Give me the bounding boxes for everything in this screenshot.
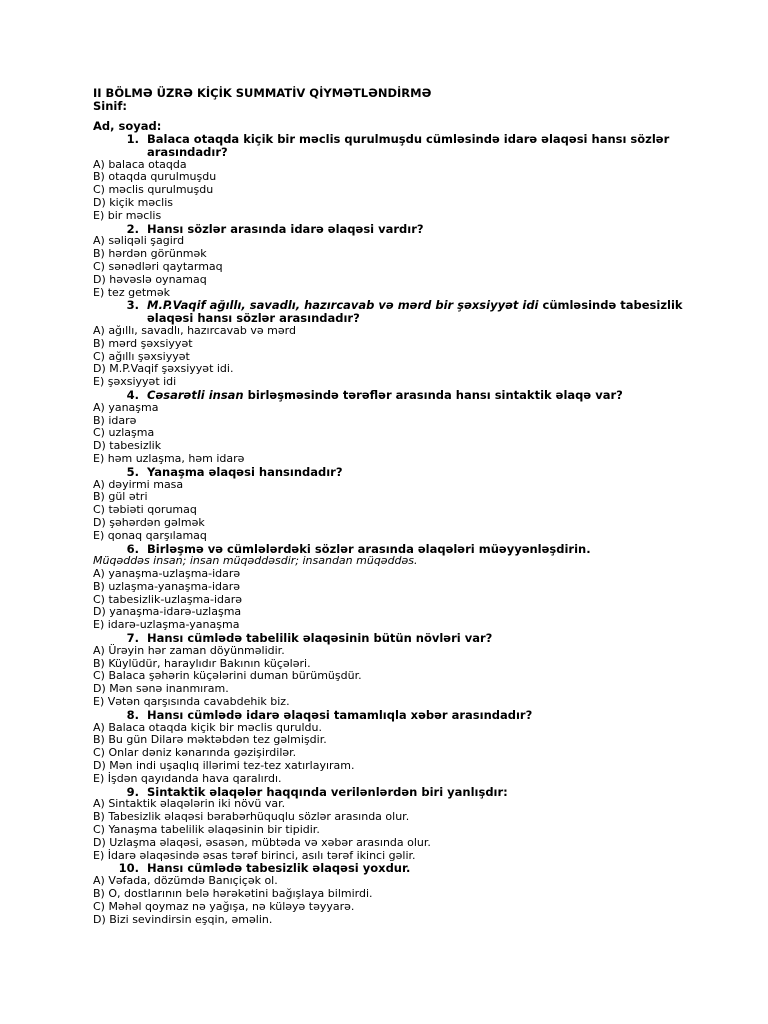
spacer bbox=[93, 113, 693, 120]
question-number: 6. bbox=[126, 541, 139, 556]
question bbox=[93, 133, 693, 159]
answer-option: C) təbiəti qorumaq bbox=[93, 503, 197, 517]
answer-option: A) Ürəyin hər zaman döyünməlidir. bbox=[93, 643, 285, 657]
answer-option: C) tabesizlik-uzlaşma-idarə bbox=[93, 592, 243, 606]
answer-option: E) İdarə əlaqəsində əsas tərəf birinci, asılı tərəf ikinci gəlir. bbox=[93, 848, 416, 862]
answer-option: B) Tabesizlik əlaqəsi bərabərhüquqlu sözlər arasında olur. bbox=[93, 810, 410, 824]
answer-option: C) Balaca şəhərin küçələrini duman bürümüşdür. bbox=[93, 669, 362, 683]
answer-option: D) Uzlaşma əlaqəsi, əsasən, mübtəda və xəbər arasında olur. bbox=[93, 835, 431, 849]
question bbox=[93, 466, 693, 479]
question-body: Hansı sözlər arasında idarə əlaqəsi vardır? bbox=[147, 221, 424, 236]
question-text bbox=[147, 389, 687, 402]
name-label: Ad, soyad: bbox=[93, 119, 162, 133]
question-number: 2. bbox=[126, 221, 139, 236]
answer-option: E) tez getmək bbox=[93, 285, 171, 299]
answer-option: A) yanaşma-uzlaşma-idarə bbox=[93, 567, 241, 581]
question-example: Müqəddəs insan; insan müqəddəsdir; insandan müqəddəs. bbox=[93, 554, 418, 568]
document-page bbox=[93, 87, 693, 926]
answer-option: D) kiçik məclis bbox=[93, 195, 174, 209]
answer-option: C) Məhəl qoymaz nə yağışa, nə küləyə təyyarə. bbox=[93, 899, 355, 913]
answer-option: A) dəyirmi masa bbox=[93, 477, 184, 491]
answer-option: E) Vətən qarşısında cavabdehik biz. bbox=[93, 695, 290, 709]
question-text bbox=[147, 466, 687, 479]
answer-option: B) Küylüdür, haraylıdır Bakının küçələri. bbox=[93, 656, 311, 670]
question-number: 8. bbox=[126, 707, 139, 722]
answer-option: C) məclis qurulmuşdu bbox=[93, 183, 214, 197]
answer-option: A) Vəfada, dözümdə Banıçiçək ol. bbox=[93, 874, 278, 888]
answer-option: C) Yanaşma tabelilik əlaqəsinin bir tipidir. bbox=[93, 823, 320, 837]
answer-option: B) idarə bbox=[93, 413, 137, 427]
answer-option: A) ağıllı, savadlı, hazırcavab və mərd bbox=[93, 323, 296, 337]
question-number: 10. bbox=[118, 861, 139, 876]
answer-option: D) Bizi sevindirsin eşqin, əməlin. bbox=[93, 912, 273, 926]
answer-option: A) Balaca otaqda kiçik bir məclis quruldu. bbox=[93, 720, 322, 734]
question-number: 1. bbox=[126, 132, 139, 146]
question bbox=[93, 389, 693, 402]
question-body: Hansı cümlədə idarə əlaqəsi tamamlıqla xəbər arasındadır? bbox=[147, 707, 533, 722]
answer-option: A) balaca otaqda bbox=[93, 157, 187, 171]
answer-option: D) Mən sənə inanmıram. bbox=[93, 682, 229, 696]
question-body: Yanaşma əlaqəsi hansındadır? bbox=[147, 464, 343, 479]
answer-option: A) Sintaktik əlaqələrin iki növü var. bbox=[93, 797, 286, 811]
answer-option: D) şəhərdən gəlmək bbox=[93, 515, 205, 529]
question-list bbox=[93, 133, 693, 926]
document-title: II BÖLMƏ ÜZRƏ KİÇİK SUMMATİV QİYMƏTLƏNDİRMƏ bbox=[93, 86, 432, 100]
answer-option: B) mərd şəxsiyyət bbox=[93, 336, 193, 350]
answer-option: B) gül ətri bbox=[93, 490, 148, 504]
class-label: Sinif: bbox=[93, 99, 127, 113]
answer-option: C) uzlaşma bbox=[93, 426, 155, 440]
answer-option: B) hərdən görünmək bbox=[93, 247, 207, 261]
answer-option: D) tabesizlik bbox=[93, 439, 162, 453]
answer-option: B) otaqda qurulmuşdu bbox=[93, 170, 217, 184]
question-number: 5. bbox=[126, 464, 139, 479]
question-body: Balaca otaqda kiçik bir məclis qurulmuşdu cümləsində idarə əlaqəsi hansı sözlər arasındadır? bbox=[147, 132, 670, 159]
question-body: Sintaktik əlaqələr haqqında verilənlərdən biri yanlışdır: bbox=[147, 784, 508, 799]
answer-option: D) M.P.Vaqif şəxsiyyət idi. bbox=[93, 362, 234, 376]
question-number: 4. bbox=[126, 387, 139, 402]
question-text bbox=[147, 632, 687, 645]
answer-option: E) həm uzlaşma, həm idarə bbox=[93, 451, 245, 465]
answer-option: E) şəxsiyyət idi bbox=[93, 375, 177, 389]
answer-option: B) Bu gün Dilarə məktəbdən tez gəlmişdir. bbox=[93, 733, 327, 747]
question-italic-phrase: M.P.Vaqif ağıllı, savadlı, hazırcavab və mərd bir şəxsiyyət idi bbox=[147, 298, 539, 313]
answer-option: C) Onlar dəniz kənarında gəzişirdilər. bbox=[93, 746, 297, 760]
answer-option: C) ağıllı şəxsiyyət bbox=[93, 349, 190, 363]
question-body: cümləsində tabesizlik əlaqəsi hansı sözlər arasındadır? bbox=[147, 298, 683, 326]
question-number: 7. bbox=[126, 631, 139, 646]
answer-option: A) yanaşma bbox=[93, 400, 159, 414]
answer-option: E) qonaq qarşılamaq bbox=[93, 528, 207, 542]
question-text bbox=[147, 299, 687, 325]
answer-option: A) səliqəli şagird bbox=[93, 234, 185, 248]
answer-option: B) uzlaşma-yanaşma-idarə bbox=[93, 579, 241, 593]
question-text bbox=[147, 223, 687, 236]
question-body: Hansı cümlədə tabesizlik əlaqəsi yoxdur. bbox=[147, 861, 411, 876]
question-text bbox=[147, 709, 687, 722]
question bbox=[93, 632, 693, 645]
question bbox=[93, 709, 693, 722]
question-number: 3. bbox=[126, 298, 139, 313]
question-text bbox=[147, 133, 687, 159]
answer-option: D) Mən indi uşaqlıq illərimi tez-tez xatırlayıram. bbox=[93, 759, 355, 773]
answer-option: D) yanaşma-idarə-uzlaşma bbox=[93, 605, 242, 619]
answer-option: E) idarə-uzlaşma-yanaşma bbox=[93, 618, 240, 632]
answer-option: E) bir məclis bbox=[93, 208, 162, 222]
question-body: Birləşmə və cümlələrdəki sözlər arasında əlaqələri müəyyənləşdirin. bbox=[147, 541, 591, 556]
answer-option: B) O, dostlarının belə hərəkətini bağışlaya bilmirdi. bbox=[93, 887, 373, 901]
question-body: birləşməsində tərəflər arasında hansı sintaktik əlaqə var? bbox=[243, 387, 623, 402]
question bbox=[93, 299, 693, 325]
question-number: 9. bbox=[126, 784, 139, 799]
answer-option: E) İşdən qayıdanda hava qaralırdı. bbox=[93, 771, 282, 785]
answer-option: C) sənədləri qaytarmaq bbox=[93, 259, 223, 273]
question-body: Hansı cümlədə tabelilik əlaqəsinin bütün növləri var? bbox=[147, 631, 493, 646]
answer-option: D) həvəslə oynamaq bbox=[93, 272, 207, 286]
question-italic-phrase: Cəsarətli insan bbox=[147, 387, 244, 402]
